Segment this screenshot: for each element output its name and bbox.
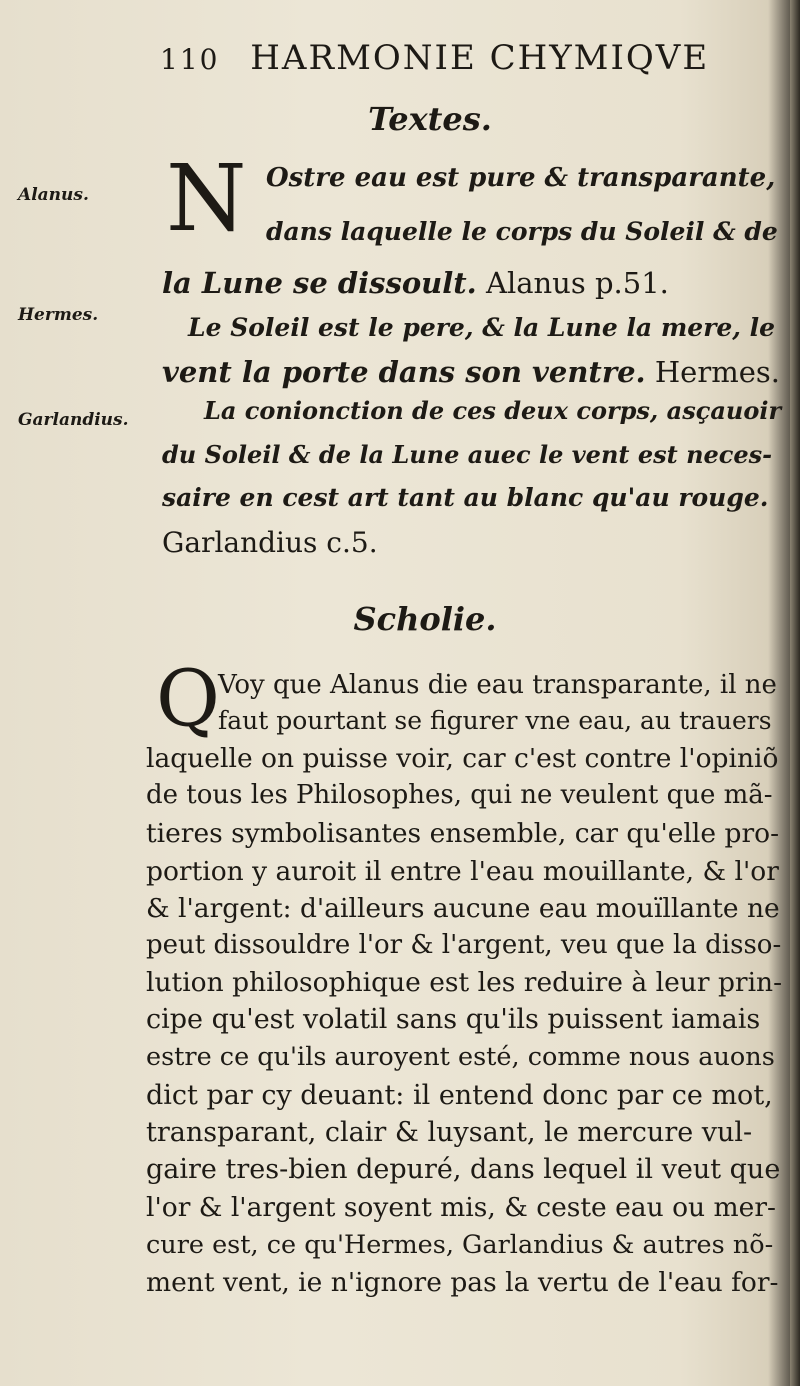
text-line: vent la porte dans son ventre. Hermes.	[162, 355, 780, 389]
body-line: l'or & l'argent soyent mis, & ceste eau ou mer-	[146, 1192, 776, 1223]
body-line: peut dissouldre l'or & l'argent, veu que la disso-	[146, 930, 782, 960]
body-line: transparant, clair & luysant, le mercure vul-	[146, 1117, 753, 1148]
text-line: dans laquelle le corps du Soleil & de	[266, 217, 778, 246]
body-line: gaire tres-bien depuré, dans lequel il veut que	[146, 1154, 781, 1185]
body-line: faut pourtant se figurer vne eau, au trauers	[218, 706, 772, 735]
body-line: ment vent, ie n'ignore pas la vertu de l'eau for-	[146, 1267, 779, 1298]
page-edge-shadow	[790, 0, 800, 1386]
running-header	[160, 38, 760, 78]
body-line: lution philosophique est les reduire à leur prin-	[146, 967, 783, 998]
body-line: dict par cy deuant: il entend donc par ce mot,	[146, 1080, 773, 1111]
body-line: de tous les Philosophes, qui ne veulent que mã-	[146, 780, 773, 810]
body-line: Voy que Alanus die eau transparante, il ne	[218, 670, 777, 700]
text-line: Le Soleil est le pere, & la Lune la mere, le	[188, 313, 776, 342]
margin-note-garlandius: Garlandius.	[18, 410, 129, 430]
section-heading-textes: Textes.	[368, 100, 492, 138]
body-line: & l'argent: d'ailleurs aucune eau mouïllante ne	[146, 893, 780, 924]
text-line: Ostre eau est pure & transparante,	[266, 163, 776, 193]
body-line: cipe qu'est volatil sans qu'ils puissent iamais	[146, 1004, 761, 1035]
text-line: la Lune se dissoult. Alanus p.51.	[162, 266, 669, 300]
body-line: estre ce qu'ils auroyent esté, comme nous auons	[146, 1042, 775, 1072]
text-line: Garlandius c.5.	[162, 526, 378, 559]
margin-note-alanus: Alanus.	[18, 185, 89, 205]
page-number: 110	[160, 43, 220, 76]
running-title: HARMONIE CHYMIQVE	[250, 38, 710, 78]
body-line: cure est, ce qu'Hermes, Garlandius & autres nõ-	[146, 1230, 774, 1260]
body-line: tieres symbolisantes ensemble, car qu'elle pro-	[146, 818, 780, 849]
text-line: du Soleil & de la Lune auec le vent est neces-	[162, 440, 773, 469]
drop-cap-q: Q	[156, 654, 220, 744]
body-line: laquelle on puisse voir, car c'est contre l'opiniõ	[146, 743, 779, 774]
margin-note-hermes: Hermes.	[18, 305, 99, 325]
drop-cap-n: N	[166, 145, 247, 252]
body-line: portion y auroit il entre l'eau mouillante, & l'or	[146, 856, 779, 887]
section-heading-scholie: Scholie.	[353, 600, 497, 638]
text-line: La conionction de ces deux corps, asçauoir	[204, 396, 782, 425]
text-line: saire en cest art tant au blanc qu'au rouge.	[162, 483, 769, 512]
